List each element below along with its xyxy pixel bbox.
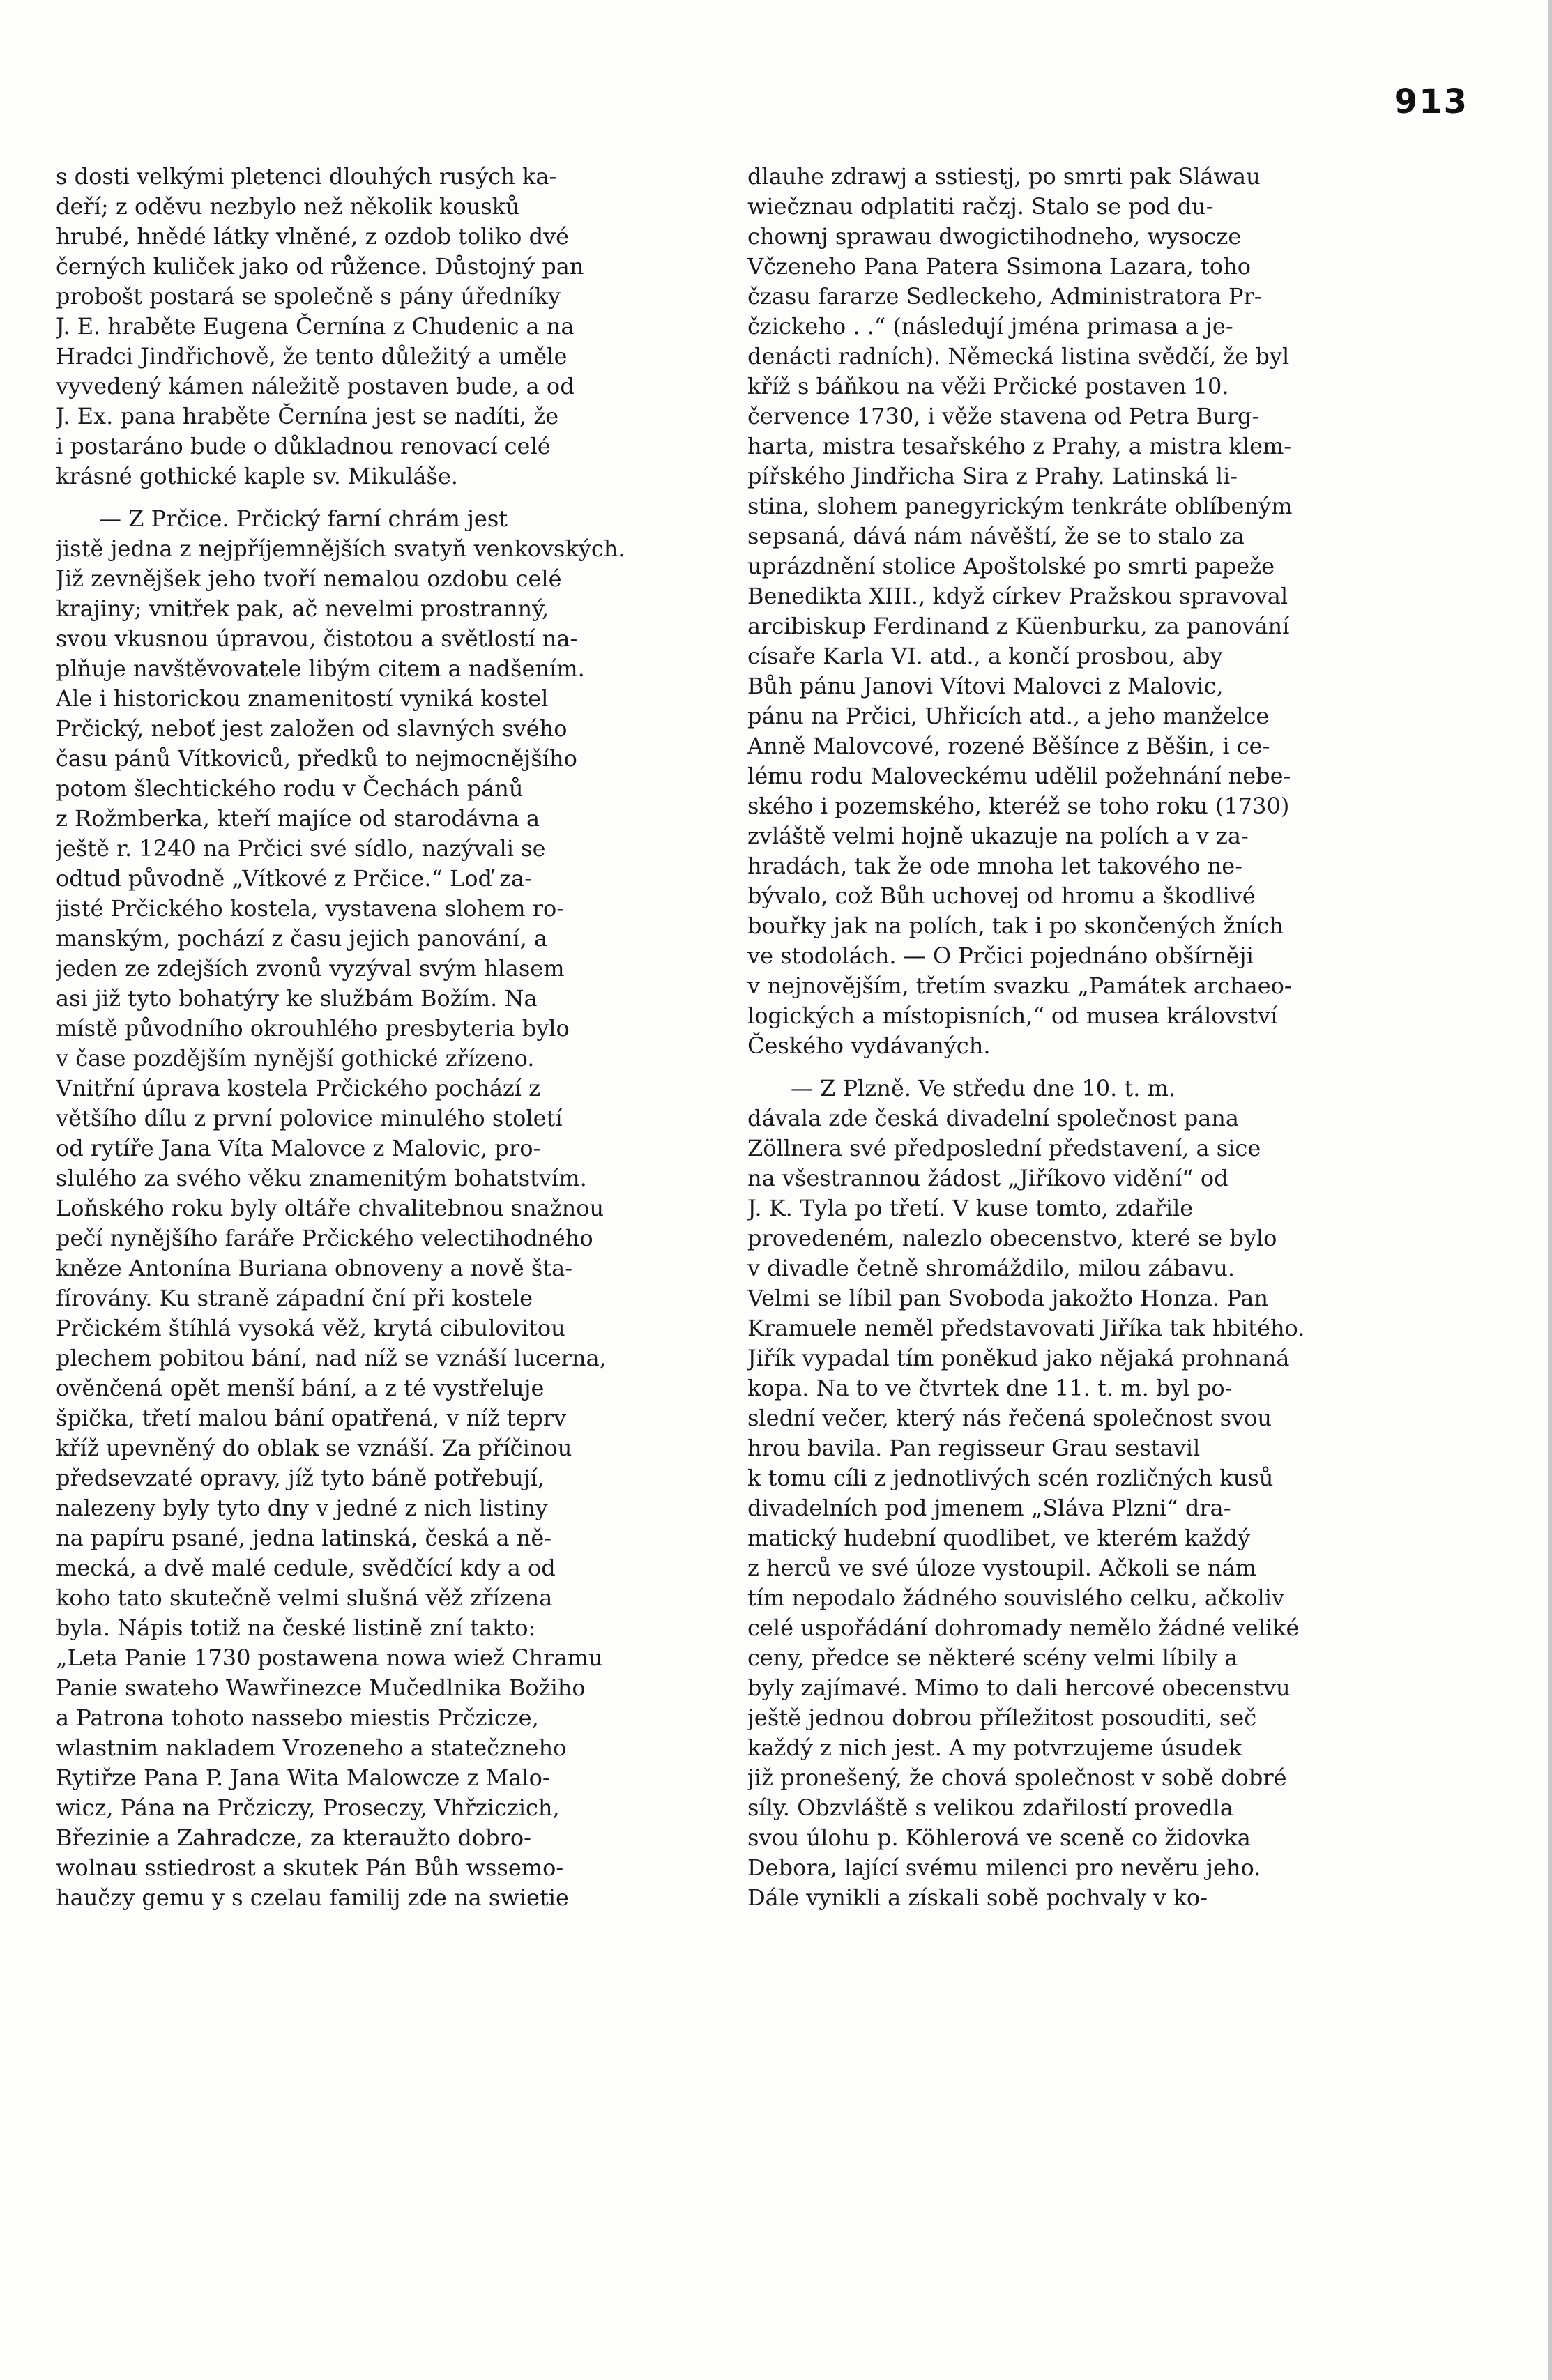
- text-line: místě původního okrouhlého presbyteria bylo: [56, 1015, 570, 1042]
- text-line: svou vkusnou úpravou, čistotou a světlostí na-: [56, 625, 578, 652]
- scan-edge: [1548, 0, 1552, 2380]
- text-line: manským, pochází z času jejich panování, a: [56, 925, 548, 952]
- text-line: a Patrona tohoto nassebo miestis Prčzicze,: [56, 1704, 539, 1731]
- text-line: Zöllnera své předposlední představení, a sice: [747, 1135, 1261, 1161]
- text-line: Hradci Jindřichově, že tento důležitý a uměle: [56, 343, 568, 369]
- text-line: matický hudební quodlibet, ve kterém každý: [747, 1525, 1251, 1551]
- text-line: byla. Nápis totiž na české listině zní takto:: [56, 1615, 536, 1641]
- text-line: ceny, předce se některé scény velmi líbily a: [747, 1645, 1238, 1671]
- text-line: J. Ex. pana hraběte Černína jest se nadíti, že: [56, 403, 559, 429]
- text-line: Včzeneho Pana Patera Ssimona Lazara, toho: [747, 253, 1251, 280]
- text-line: slulého za svého věku znamenitým bohatstvím.: [56, 1165, 587, 1191]
- text-line: kněze Antonína Buriana obnoveny a nově šta-: [56, 1255, 573, 1281]
- text-line: i postaráno bude o důkladnou renovací celé: [56, 433, 551, 459]
- text-line: J. K. Tyla po třetí. V kuse tomto, zdařile: [747, 1195, 1194, 1221]
- text-line: celé uspořádání dohromady nemělo žádné veliké: [747, 1615, 1300, 1641]
- text-line: pířského Jindřicha Sira z Prahy. Latinská li-: [747, 463, 1238, 489]
- text-line: Rytiřze Pana P. Jana Wita Malowcze z Malo-: [56, 1764, 550, 1791]
- text-line: většího dílu z první polovice minulého století: [56, 1105, 563, 1131]
- text-line: od rytíře Jana Víta Malovce z Malovic, pro-: [56, 1135, 541, 1161]
- text-line: wiečznau odplatiti račzj. Stalo se pod du-: [747, 193, 1214, 220]
- text-line: haučzy gemu y s czelau familij zde na swietie: [56, 1884, 569, 1911]
- text-line: lému rodu Maloveckému udělil požehnání nebe-: [747, 763, 1291, 789]
- text-line: ověnčená opět menší bání, a z té vystřeluje: [56, 1375, 545, 1401]
- paragraph-mikulas-chapel: [56, 162, 713, 491]
- text-line: síly. Obzvláště s velikou zdařilostí provedla: [747, 1794, 1233, 1821]
- text-line: každý z nich jest. A my potvrzujeme úsudek: [747, 1734, 1242, 1761]
- text-line: Debora, lající svému milenci pro nevěru jeho.: [747, 1854, 1261, 1881]
- text-line: logických a místopisních,“ od musea království: [747, 1002, 1278, 1029]
- text-line: Kramuele neměl představovati Jiříka tak hbitého.: [747, 1315, 1305, 1341]
- text-line: potom šlechtického rodu v Čechách pánů: [56, 775, 524, 802]
- left-column: [56, 162, 713, 1913]
- text-line: k tomu cíli z jednotlivých scén rozličných kusů: [747, 1465, 1274, 1491]
- text-line: špička, třetí malou bání opatřená, v níž teprv: [56, 1405, 567, 1431]
- text-line: Velmi se líbil pan Svoboda jakožto Honza. Pan: [747, 1285, 1268, 1311]
- text-line: Březinie a Zahradcze, za kteraužto dobro-: [56, 1824, 531, 1851]
- text-line: z herců ve své úloze vystoupil. Ačkoli se nám: [747, 1555, 1256, 1581]
- text-line: odtud původně „Vítkové z Prčice.“ Loď za-: [56, 865, 532, 892]
- text-line: asi již tyto bohatýry ke službám Božím. Na: [56, 985, 538, 1012]
- page-number: 913: [1394, 82, 1468, 121]
- text-line: hrou bavila. Pan regisseur Grau sestavil: [747, 1435, 1201, 1461]
- text-line: ještě jednou dobrou příležitost posouditi, seč: [747, 1704, 1257, 1731]
- text-line: Jiřík vypadal tím poněkud jako nějaká prohnaná: [747, 1345, 1290, 1371]
- text-line: mecká, a dvě malé cedule, svědčící kdy a od: [56, 1555, 556, 1581]
- text-line: Prčický, neboť jest založen od slavných svého: [56, 715, 568, 742]
- text-line: hradách, tak že ode mnoha let takového ne-: [747, 853, 1243, 879]
- text-line: nalezeny byly tyto dny v jedné z nich listiny: [56, 1495, 548, 1521]
- text-line: Anně Malovcové, rozené Běšínce z Běšin, i ce-: [747, 733, 1270, 759]
- text-line: v nejnovějším, třetím svazku „Památek archaeo-: [747, 972, 1292, 999]
- text-line: krajiny; vnitřek pak, ač nevelmi prostranný,: [56, 595, 549, 622]
- text-line: harta, mistra tesařského z Prahy, a mistra klem-: [747, 433, 1292, 459]
- text-line: koho tato skutečně velmi slušná věž zřízena: [56, 1585, 553, 1611]
- text-line: z Rožmberka, kteří majíce od starodávna a: [56, 805, 540, 832]
- text-line: hrubé, hnědé látky vlněné, z ozdob toliko dvé: [56, 223, 570, 250]
- text-line: arcibiskup Ferdinand z Küenburku, za panování: [747, 613, 1290, 639]
- text-line: dlauhe zdrawj a sstiestj, po smrti pak Sláwau: [747, 163, 1261, 190]
- text-line: kopa. Na to ve čtvrtek dne 11. t. m. byl po-: [747, 1375, 1233, 1401]
- text-line: — Z Prčice. Prčický farní chrám jest: [99, 505, 508, 532]
- text-line: deří; z oděvu nezbylo než několik kousků: [56, 193, 520, 220]
- text-line: slední večer, který nás řečená společnost svou: [747, 1405, 1272, 1431]
- text-line: stina, slohem panegyrickým tenkráte oblíbeným: [747, 493, 1293, 519]
- text-line: kříž s báňkou na věži Prčické postaven 10.: [747, 373, 1229, 399]
- text-line: plechem pobitou bání, nad níž se vznáší lucerna,: [56, 1345, 607, 1371]
- text-line: jistě jedna z nejpříjemnějších svatyň venkovských.: [56, 535, 625, 562]
- paragraph-z-prcice: [56, 504, 713, 1913]
- text-line: svou úlohu p. Köhlerová ve sceně co židovka: [747, 1824, 1251, 1851]
- text-line: sepsaná, dává nám návěští, že se to stalo za: [747, 523, 1245, 549]
- text-line: fírovány. Ku straně západní ční při kostele: [56, 1285, 533, 1311]
- text-line: tím nepodalo žádného souvislého celku, ačkoliv: [747, 1585, 1285, 1611]
- text-line: — Z Plzně. Ve středu dne 10. t. m.: [791, 1075, 1176, 1101]
- text-line: ve stodolách. — O Prčici pojednáno obšírněji: [747, 943, 1254, 969]
- text-line: bouřky jak na polích, tak i po skončených žních: [747, 913, 1284, 939]
- text-line: uprázdnění stolice Apoštolské po smrti papeže: [747, 553, 1275, 579]
- text-line: krásné gothické kaple sv. Mikuláše.: [56, 463, 458, 489]
- paragraph-prcice-continued: [747, 162, 1357, 1061]
- text-line: Bůh pánu Janovi Vítovi Malovci z Malovic,: [747, 673, 1224, 699]
- text-line: na všestrannou žádost „Jiříkovo vidění“ od: [747, 1165, 1228, 1191]
- text-line: dávala zde česká divadelní společnost pana: [747, 1105, 1239, 1131]
- text-line: denácti radních). Německá listina svědčí, že byl: [747, 343, 1290, 369]
- text-line: ského i pozemského, kteréž se toho roku (1730): [747, 793, 1290, 819]
- text-line: probošt postará se společně s pány úředníky: [56, 283, 561, 310]
- paragraph-z-plzne: [747, 1074, 1357, 1913]
- text-line: wlastnim nakladem Vrozeneho a statečzneho: [56, 1734, 567, 1761]
- text-line: císaře Karla VI. atd., a končí prosbou, aby: [747, 643, 1223, 669]
- text-line: ještě r. 1240 na Prčici své sídlo, nazývali se: [56, 835, 546, 862]
- text-line: času pánů Vítkoviců, předků to nejmocnějšího: [56, 745, 577, 772]
- text-line: zvláště velmi hojně ukazuje na polích a v za-: [747, 823, 1249, 849]
- text-line: J. E. hraběte Eugena Černína z Chudenic a na: [56, 313, 575, 340]
- text-line: Prčickém štíhlá vysoká věž, krytá cibulovitou: [56, 1315, 565, 1341]
- text-line: Ale i historickou znamenitostí vyniká kostel: [56, 685, 549, 712]
- text-line: černých kuliček jako od růžence. Důstojný pan: [56, 253, 584, 280]
- text-line: Panie swateho Wawřinezce Mučedlnika Božiho: [56, 1675, 586, 1701]
- text-line: plňuje navštěvovatele libým citem a nadšením.: [56, 655, 585, 682]
- text-line: Již zevnějšek jeho tvoří nemalou ozdobu celé: [56, 565, 562, 592]
- text-line: Dále vynikli a získali sobě pochvaly v ko-: [747, 1884, 1208, 1911]
- text-line: na papíru psané, jedna latinská, česká a ně-: [56, 1525, 552, 1551]
- text-line: bývalo, což Bůh uchovej od hromu a škodlivé: [747, 883, 1256, 909]
- text-line: července 1730, i věže stavena od Petra Burg-: [747, 403, 1260, 429]
- text-line: chownj sprawau dwogictihodneho, wysocze: [747, 223, 1242, 250]
- text-line: wicz, Pána na Prčziczy, Proseczy, Vhřziczich,: [56, 1794, 560, 1821]
- text-line: s dosti velkými pletenci dlouhých rusých ka-: [56, 163, 557, 190]
- text-line: předsevzaté opravy, jíž tyto báně potřebují,: [56, 1465, 545, 1491]
- text-line: pečí nynějšího faráře Prčického velectihodného: [56, 1225, 593, 1251]
- text-line: divadelních pod jmenem „Sláva Plzni“ dra-: [747, 1495, 1231, 1521]
- right-column: [747, 162, 1357, 1913]
- text-line: kříž upevněný do oblak se vznáší. Za příčinou: [56, 1435, 572, 1461]
- text-line: Loňského roku byly oltáře chvalitebnou snažnou: [56, 1195, 604, 1221]
- text-line: „Leta Panie 1730 postawena nowa wiež Chramu: [56, 1645, 603, 1671]
- text-line: jisté Prčického kostela, vystavena slohem ro-: [56, 895, 565, 922]
- text-line: byly zajímavé. Mimo to dali hercové obecenstvu: [747, 1675, 1291, 1701]
- text-line: Vnitřní úprava kostela Prčického pochází z: [56, 1075, 541, 1101]
- text-line: v divadle četně shromáždilo, milou zábavu.: [747, 1255, 1235, 1281]
- text-line: již pronešený, že chová společnost v sobě dobré: [747, 1764, 1287, 1791]
- text-line: provedeném, nalezlo obecenstvo, které se bylo: [747, 1225, 1277, 1251]
- text-line: Benedikta XIII., když církev Pražskou spravoval: [747, 583, 1288, 609]
- text-line: čzasu fararze Sedleckeho, Administratora Pr-: [747, 283, 1262, 310]
- text-line: jeden ze zdejších zvonů vyzýval svým hlasem: [56, 955, 565, 982]
- text-line: v čase pozdějším nynější gothické zřízeno.: [56, 1045, 535, 1071]
- text-line: čzickeho . .“ (následují jména primasa a je-: [747, 313, 1233, 340]
- text-line: vyvedený kámen náležitě postaven bude, a od: [56, 373, 575, 399]
- text-line: Českého vydávaných.: [747, 1032, 991, 1059]
- text-line: pánu na Prčici, Uhřicích atd., a jeho manželce: [747, 703, 1270, 729]
- text-line: wolnau sstiedrost a skutek Pán Bůh wssemo-: [56, 1854, 564, 1881]
